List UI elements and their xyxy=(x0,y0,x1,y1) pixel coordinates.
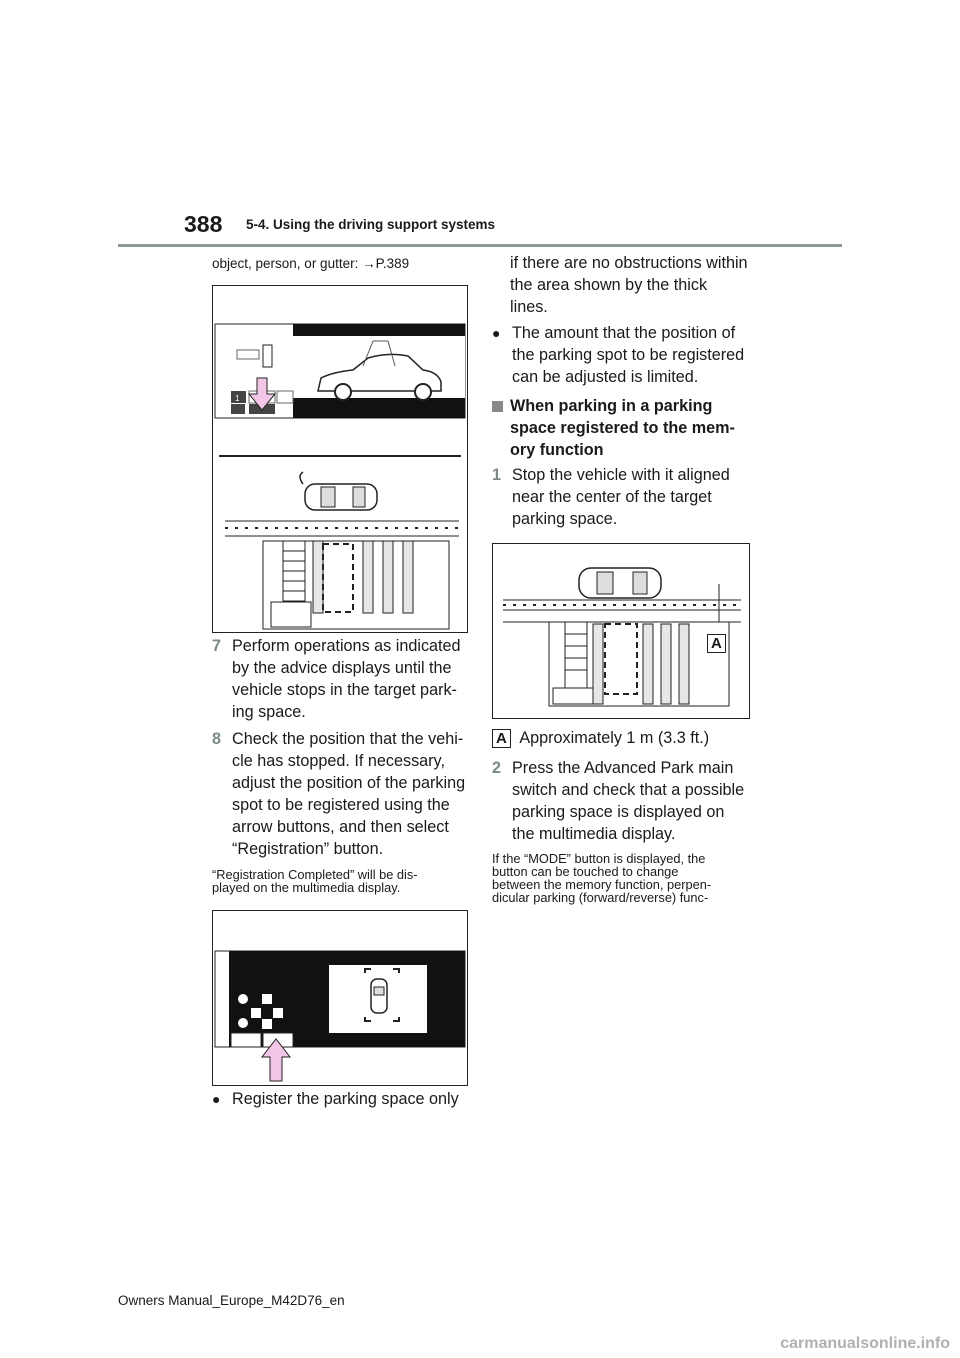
continued-text xyxy=(510,252,760,318)
section-title: 5-4. Using the driving support systems xyxy=(246,217,496,232)
step-1-line: near the center of the target xyxy=(512,488,712,506)
step-8-number: 8 xyxy=(212,730,222,748)
heading-line: When parking in a parking xyxy=(510,397,713,415)
step-8-line: cle has stopped. If necessary, xyxy=(232,752,445,770)
step-8-line: “Registration” button. xyxy=(232,840,384,858)
step-8-line: arrow buttons, and then select xyxy=(232,818,449,836)
mode-note-line: If the “MODE” button is displayed, the xyxy=(492,851,706,866)
step-1-number: 1 xyxy=(492,466,502,484)
mode-note xyxy=(492,852,762,904)
step-2-number: 2 xyxy=(492,759,502,777)
figure-registration-screen xyxy=(212,910,468,1086)
registration-screen-illustration xyxy=(213,911,467,1085)
registration-note xyxy=(212,868,418,894)
step-7-line: ing space. xyxy=(232,703,306,721)
step-1-line: Stop the vehicle with it aligned xyxy=(512,466,730,484)
legend-a-text: Approximately 1 m (3.3 ft.) xyxy=(519,729,710,747)
step-2-line: Press the Advanced Park main xyxy=(512,759,734,777)
footer-text: Owners Manual_Europe_M42D76_en xyxy=(118,1293,345,1308)
bullet-register-text: Register the parking space only xyxy=(232,1090,459,1108)
mode-note-line: button can be touched to change xyxy=(492,864,679,879)
continued-line: if there are no obstructions within xyxy=(510,254,748,272)
bullet-icon: ● xyxy=(492,325,501,341)
figure-callout-a: A xyxy=(707,634,726,653)
page-number: 388 xyxy=(184,211,223,237)
note-line: played on the multimedia display. xyxy=(212,880,401,895)
mode-note-line: dicular parking (forward/reverse) func- xyxy=(492,890,709,905)
step-8-line: adjust the position of the parking xyxy=(232,774,466,792)
memory-parking-illustration xyxy=(493,544,749,718)
bullet-amount-line: the parking spot to be registered xyxy=(512,346,745,364)
legend-a-label: A xyxy=(492,729,511,748)
bullet-icon: ● xyxy=(212,1091,221,1107)
step-8-line: spot to be registered using the xyxy=(232,796,450,814)
parking-screen-illustration xyxy=(213,286,467,632)
mode-note-line: between the memory function, perpen- xyxy=(492,877,712,892)
bullet-amount-line: can be adjusted is limited. xyxy=(512,368,699,386)
heading-line: ory function xyxy=(510,441,604,459)
figure-memory-parking xyxy=(492,543,750,719)
step-2-line: parking space is displayed on xyxy=(512,803,725,821)
step-7-line: vehicle stops in the target park- xyxy=(232,681,457,699)
heading-square-icon xyxy=(492,401,503,412)
continued-line: the area shown by the thick xyxy=(510,276,708,294)
step-2-line: switch and check that a possible xyxy=(512,781,745,799)
heading-line: space registered to the mem- xyxy=(510,419,735,437)
step-2-line: the multimedia display. xyxy=(512,825,676,843)
screen-button-label: 1 xyxy=(235,394,240,403)
watermark: carmanualsonline.info xyxy=(780,1335,950,1352)
step-7-number: 7 xyxy=(212,637,222,655)
header-rule xyxy=(118,244,842,247)
continued-line: lines. xyxy=(510,298,548,316)
step-1-line: parking space. xyxy=(512,510,618,528)
legend-a xyxy=(492,727,762,749)
step-7-line: by the advice displays until the xyxy=(232,659,452,677)
step-8-line: Check the position that the vehi- xyxy=(232,730,464,748)
step-7-line: Perform operations as indicated xyxy=(232,637,461,655)
intro-line: object, person, or gutter: →P.389 xyxy=(212,256,410,271)
figure-parking-screen xyxy=(212,285,468,633)
note-line: “Registration Completed” will be dis- xyxy=(212,867,418,882)
bullet-amount-line: The amount that the position of xyxy=(512,324,736,342)
